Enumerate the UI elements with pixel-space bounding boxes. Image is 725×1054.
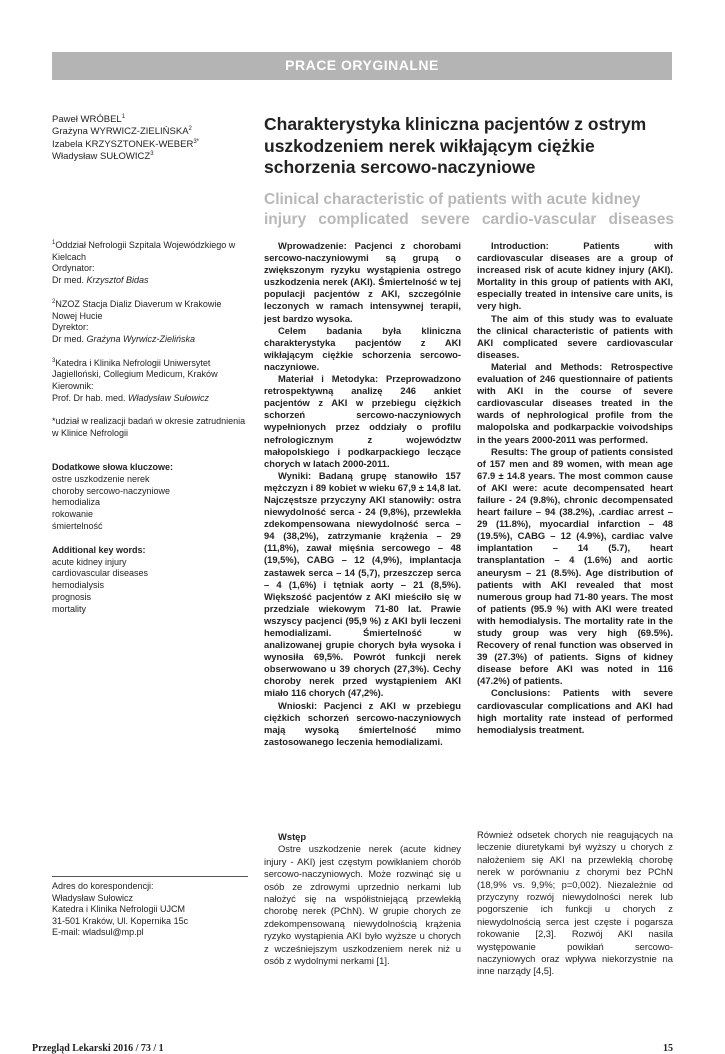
author: Paweł WRÓBEL$^1$ [52, 113, 126, 125]
affiliation-3: $^3$Katedra i Klinika Nefrologii Uniwersytet Jagielloński, Collegium Medicum, Kraków Kierownik: Prof. Dr hab. med. Władysław Sułowicz [52, 357, 218, 403]
correspondence-line: 31-501 Kraków, Ul. Kopernika 15c [52, 915, 189, 926]
abstract-pl-paragraph: Wyniki: Badaną grupę stanowiło 157 mężczyzn i 89 kobiet w wieku 67,9 ± 14,8 lat. Najczęstsze przyczyny AKI stanowiły: ostra niewydolność serca - 24 (9,8%), przewlekła zdekompensowana niewydolność serca – 94 (38,2%), zatrzymanie krążenia – 29 (11,8%), zawał mięśnia sercowego – 48 (19,5%), CABG – 12 (4,9%), implantacja zastawek serca – 14 (5,7), przeszczep serca – 4 (1,6%) i tętniak aorty – 21 (8,5%). Większość pacjentów z AKI mieściło się w przedziale wiekowym 71-80 lat. Prawie wszyscy pacjenci (95,9 %) z AKI byli leczeni hemodializami. Śmiertelność w analizowanej grupie chorych była wysoka i wynosiła 69,5%. Powrót funkcji nerek obserwowano u 39 chorych (27,3%). Cechy choroby nerek przed wystąpieniem AKI miało 116 chorych (47,2%). [264, 469, 461, 699]
journal-footer: Przegląd Lekarski 2016 / 73 / 1 [32, 1043, 164, 1054]
correspondence-email: E-mail: wladsul@mp.pl [52, 927, 144, 938]
abstract-polish [264, 240, 461, 748]
title-english-line1: Clinical characteristic of patients with acute kidney [264, 191, 641, 208]
affiliation-2: $^2$NZOZ Stacja Dializ Diaverum w Krakowie Nowej Hucie Dyrektor: Dr med. Grażyna Wyrwicz-Zielińska [52, 298, 222, 344]
keyword-en: hemodialysis [52, 580, 105, 591]
affiliation-1: $^1$Oddział Nefrologii Szpitala Wojewódzkiego w Kielcach Ordynator: Dr med. Krzysztof Bidas [52, 240, 236, 286]
keyword-pl: śmiertelność [52, 520, 103, 531]
title-english-line2: injury complicated severe cardio-vascular diseases [264, 211, 674, 228]
author: Władysław SUŁOWICZ$^3$ [52, 150, 154, 162]
keyword-pl: ostre uszkodzenie nerek [52, 473, 150, 484]
author: Izabela KRZYSZTONEK-$WEBER^{3*}$ [52, 138, 199, 150]
keyword-en: acute kidney injury [52, 556, 127, 567]
abstract-en-paragraph: Results: The group of patients consisted of 157 men and 89 women, with mean age 67.9 ± 14.8 years. The most common cause of AKI were: acute decompensated heart failure - 24 (9.8%), chronic decompensated heart failure – 94 (38.2%), .cardiac arrest – 29 (11.8%), myocardial infarction – 48 (19.5%), CABG – 12 (4.9%), cardiac valve implantation – 14 (5.7), heart transplantation – 4 (1.6%) and aortic aneurysm – 21 (8.5%). Age distribution of patients with AKI revealed that most numerous group had 71-80 years. The most of patients (95.9 %) with AKI were treated with hemodialysis. The mortality rate in the study group was very high (69.5%). Recovery of renal function was observed in 39 (27.3%) of patients. Signs of kidney disease before AKI was noted in 116 (47.2%) of patients. [477, 445, 673, 687]
correspondence-address [52, 876, 248, 939]
introduction-paragraph: Ostre uszkodzenie nerek (acute kidney injury - AKI) jest częstym powikłaniem chorób sercowo-naczyniowych. Może rozwinąć się u osób ze zdrowymi uprzednio nerkami lub nałożyć się na współistniejącą przewlekłą chorobę nerek (PChN). W grupie chorych ze zdekompensowaną niewydolnością krążenia ryzyko wystąpienia AKI było wyższe u chorych z wcześniejszym uszkodzeniem nerek niż u osób z wydolnymi nerkami [1]. [264, 843, 461, 967]
title-english [264, 190, 674, 230]
abstract-en-paragraph: Conclusions: Patients with severe cardiovascular complications and AKI had high mortality rate instead of performed hemodialysis treatment. [477, 687, 673, 735]
abstract-en-paragraph: The aim of this study was to evaluate the clinical characteristic of patients with AKI complicated severe cardiovascular diseases. [477, 312, 673, 360]
author: Grażyna WYRWICZ-ZIELIŃSKA$^2$ [52, 126, 192, 138]
abstract-en-paragraph: Introduction: Patients with cardiovascular diseases are a group of increased risk of acute kidney injury (AKI). Mortality in this group of patients with AKI, especially treated in intensive care units, is very high. [477, 240, 673, 312]
title-polish: Charakterystyka kliniczna pacjentów z ostrym uszkodzeniem nerek wikłającym ciężkie schorzenia sercowo-naczyniowe [264, 114, 647, 177]
author-list [52, 114, 262, 163]
abstract-pl-paragraph: Wprowadzenie: Pacjenci z chorobami sercowo-naczyniowymi są grupą o zwiększonym ryzyku wystąpienia ostrego uszkodzenia nerek (AKI). Śmiertelność w tej populacji pacjentów z AKI, szczególnie leczonych w ramach intensywnej terapii, jest bardzo wysoka. [264, 240, 461, 324]
keyword-pl: hemodializa [52, 497, 101, 508]
affiliations [52, 240, 248, 452]
keywords-pl-heading: Dodatkowe słowa kluczowe: [52, 462, 174, 472]
introduction-paragraph: Również odsetek chorych nie reagujących na leczenie diuretykami był wyższy u chorych z nałożeniem się AKI na przewlekłą chorobę nerek w porównaniu z chorymi bez PChN (18,9% vs. 9,9%; p=0,002). Niezależnie od przyczyny rozwój niewydolności nerek lub pogorszenie ich funkcji u chorych z niewydolnością serca jest częste i pogarsza rokowanie [2,3]. Rozwój AKI nasila występowanie powikłań sercowo-naczyniowych oraz wpływa niekorzystnie na inne narządy [4,5]. [477, 829, 673, 977]
page-number: 15 [663, 1043, 673, 1054]
correspondence-line: Władysław Sułowicz [52, 892, 134, 903]
introduction-column-1 [264, 831, 461, 967]
keyword-pl: choroby sercowo-naczyniowe [52, 485, 171, 496]
abstract-en-paragraph: Material and Methods: Retrospective evaluation of 246 questionnaire of patients with AKI in the course of severe cardiovascular diseases treated in the wards of nephrological profile from the malopolska and podkarpackie voivodships in the years 2000-2011 was performed. [477, 360, 673, 445]
keyword-en: prognosis [52, 591, 92, 602]
affiliation-note: *udział w realizacji badań w okresie zatrudnienia w Klinice Nefrologii [52, 416, 246, 439]
keywords-en-heading: Additional key words: [52, 544, 146, 555]
keyword-pl: rokowanie [52, 509, 94, 520]
abstract-pl-paragraph: Celem badania była kliniczna charakterystyka pacjentów z AKI wikłającym ciężkie schorzenia sercowo-naczyniowe. [264, 324, 461, 372]
introduction-heading: Wstęp [278, 831, 307, 842]
abstract-pl-paragraph: Wnioski: Pacjenci z AKI w przebiegu ciężkich schorzeń sercowo-naczyniowych mają wysoką śmiertelność mimo zastosowanego leczenia hemodializami. [264, 699, 461, 747]
correspondence-heading: Adres do korespondencji: [52, 881, 154, 891]
abstract-english [477, 240, 673, 736]
section-banner [52, 52, 672, 80]
introduction-column-2 [477, 829, 673, 978]
abstract-pl-paragraph: Materiał i Metodyka: Przeprowadzono retrospektywną analizę 246 ankiet pacjentów z AKI w przebiegu ciężkich schorzeń sercowo-naczyniowych wypełnionych przez oddziały o profilu nefrologicznym z województw małopolskiego i podkarpackiego leczące chorych w latach 2000-2011. [264, 373, 461, 469]
section-banner-label: PRACE ORYGINALNE [285, 57, 439, 73]
keyword-en: cardiovascular diseases [52, 568, 149, 579]
correspondence-line: Katedra i Klinika Nefrologii UJCM [52, 904, 186, 915]
keywords [52, 462, 248, 616]
keyword-en: mortality [52, 603, 87, 614]
